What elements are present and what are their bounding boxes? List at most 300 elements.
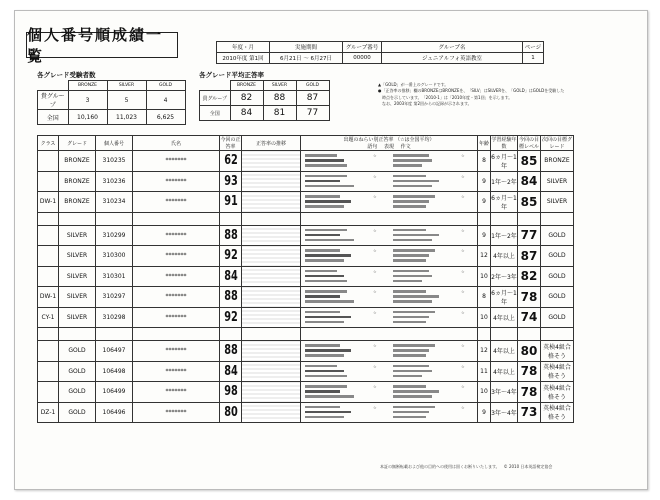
counts-label: 各グレード受験者数 — [37, 71, 96, 79]
score-cell: 88 — [222, 225, 239, 246]
name-cell: ******* — [133, 192, 220, 213]
name-cell: ******* — [133, 341, 220, 362]
area-bar — [393, 159, 432, 162]
age-cell: 11 — [478, 361, 491, 382]
age-cell: 10 — [478, 307, 491, 328]
area-bar — [305, 180, 340, 183]
spacer-cell — [38, 328, 59, 341]
avg-value: 77 — [296, 106, 329, 121]
exp-cell: 2年～3年 — [491, 266, 518, 287]
level-cell: 74 — [518, 307, 541, 328]
area-bar — [393, 390, 439, 393]
area-sub: 語句 — [367, 144, 378, 150]
grade-cell: GOLD — [59, 402, 96, 423]
area-bar — [393, 375, 422, 378]
national-average-star-icon: ☆ — [461, 404, 465, 410]
spacer-cell — [59, 212, 96, 225]
score-cell: 92 — [222, 307, 239, 328]
area-bar — [305, 254, 351, 257]
table-row — [38, 402, 574, 423]
name-cell: ******* — [133, 266, 220, 287]
group-spacer — [38, 212, 574, 225]
col-level: 今回の目標レベル — [518, 137, 539, 150]
area-bar — [393, 290, 426, 293]
col-trend: 正答率の推移 — [242, 136, 301, 151]
id-cell: 106498 — [96, 361, 133, 382]
national-average-star-icon: ☆ — [461, 194, 465, 199]
spacer-cell — [220, 212, 242, 225]
next-grade-cell: BRONZE — [541, 151, 574, 172]
grade-cell: SILVER — [59, 246, 96, 267]
area-bar — [305, 321, 344, 324]
area-bar — [393, 164, 422, 167]
national-average-star-icon: ☆ — [461, 248, 465, 253]
national-average-star-icon: ☆ — [461, 384, 465, 389]
trend-cell — [242, 341, 301, 362]
avg-value: 81 — [263, 106, 296, 121]
name-cell: ******* — [133, 287, 220, 308]
spacer-cell — [242, 328, 301, 341]
id-cell: 310235 — [96, 151, 133, 172]
exp-cell: 6ヵ月～1年 — [491, 192, 518, 213]
class-cell — [38, 341, 59, 362]
level-cell: 87 — [518, 246, 541, 267]
age-cell: 9 — [478, 402, 491, 423]
level-cell: 78 — [518, 382, 541, 403]
area-bar — [393, 349, 429, 352]
counts-col: BRONZE — [68, 81, 107, 91]
name-cell: ******* — [133, 171, 220, 192]
area-bar — [305, 311, 340, 314]
area-bar — [305, 316, 351, 319]
area-sub: 表現 — [383, 144, 394, 150]
header-term: 2010年度 第1回 — [217, 53, 270, 64]
header-col-term: 年度・月 — [217, 42, 270, 53]
area-cell — [301, 171, 478, 192]
score-cell: 91 — [222, 192, 239, 213]
age-cell: 10 — [478, 266, 491, 287]
trend-cell — [242, 287, 301, 308]
class-cell — [38, 361, 59, 382]
exp-cell: 3年～4年 — [491, 382, 518, 403]
page-title: 個人番号順成績一覧 — [26, 32, 178, 58]
national-average-star-icon: ☆ — [373, 384, 377, 389]
area-bar — [393, 395, 432, 398]
area-bar — [305, 349, 351, 352]
area-bar — [393, 295, 439, 298]
next-grade-cell: 英検4級合格そう — [541, 402, 574, 423]
level-cell: 85 — [518, 151, 541, 172]
table-row — [38, 246, 574, 267]
area-note: （☆は全国平均） — [395, 137, 435, 143]
spacer-cell — [478, 212, 491, 225]
national-average-star-icon: ☆ — [373, 194, 377, 199]
table-row — [38, 287, 574, 308]
counts-value: 3 — [68, 91, 107, 110]
col-class: クラス — [38, 136, 59, 151]
area-bar — [393, 180, 439, 183]
area-bar — [393, 365, 429, 368]
spacer-cell — [59, 328, 96, 341]
avg-value: 82 — [230, 91, 263, 106]
national-average-star-icon: ☆ — [373, 227, 377, 233]
area-bar — [305, 280, 347, 283]
level-cell: 82 — [518, 266, 541, 287]
area-bar — [305, 185, 354, 188]
area-bar — [393, 270, 429, 273]
counts-value: 5 — [107, 91, 146, 110]
area-bar — [393, 254, 429, 257]
spacer-cell — [541, 328, 574, 341]
header-col-page: ページ — [523, 42, 544, 53]
exp-cell: 4年以上 — [491, 246, 518, 267]
area-bar — [393, 411, 429, 414]
id-cell: 106499 — [96, 382, 133, 403]
area-bar — [305, 249, 340, 252]
area-bar — [305, 195, 340, 198]
header-col-group-name: グループ名 — [382, 42, 523, 53]
score-cell: 84 — [222, 266, 239, 287]
spacer-cell — [478, 328, 491, 341]
national-average-star-icon: ☆ — [373, 343, 377, 348]
id-cell: 310297 — [96, 287, 133, 308]
col-area — [301, 136, 478, 151]
area-bar — [305, 229, 347, 232]
area-bar — [393, 195, 435, 198]
spacer-cell — [242, 212, 301, 225]
avg-col: SILVER — [263, 81, 296, 91]
score-cell: 92 — [222, 246, 239, 267]
table-row — [38, 361, 574, 382]
counts-col: SILVER — [107, 81, 146, 91]
score-cell: 80 — [222, 402, 239, 423]
area-bar — [305, 154, 337, 157]
table-row — [38, 266, 574, 287]
trend-cell — [242, 402, 301, 423]
spacer-cell — [96, 212, 133, 225]
header-period: 6月21日 ～ 6月27日 — [270, 53, 343, 64]
level-cell: 78 — [518, 287, 541, 308]
id-cell: 310298 — [96, 307, 133, 328]
id-cell: 310234 — [96, 192, 133, 213]
id-cell: 310301 — [96, 266, 133, 287]
class-cell — [38, 151, 59, 172]
col-name: 氏名 — [133, 136, 220, 151]
area-cell — [301, 402, 478, 423]
header-group-no: 00000 — [343, 53, 382, 64]
spacer-cell — [541, 212, 574, 225]
score-cell: 88 — [222, 341, 239, 362]
counts-value: 11,023 — [107, 110, 146, 125]
counts-value: 4 — [146, 91, 185, 110]
grade-cell: SILVER — [59, 266, 96, 287]
national-average-star-icon: ☆ — [373, 363, 377, 369]
next-grade-cell: 英検4級合格そう — [541, 382, 574, 403]
col-next: 次回の目標グレード — [541, 137, 572, 150]
trend-cell — [242, 171, 301, 192]
counts-value: 10,160 — [68, 110, 107, 125]
grade-cell: BRONZE — [59, 192, 96, 213]
area-bar — [305, 395, 354, 398]
counts-row-label: 貴グループ — [38, 91, 69, 110]
area-bar — [393, 275, 432, 278]
avg-value: 87 — [296, 91, 329, 106]
trend-cell — [242, 225, 301, 246]
grade-cell: GOLD — [59, 361, 96, 382]
trend-cell — [242, 151, 301, 172]
area-bar — [305, 270, 337, 273]
area-bar — [305, 385, 347, 388]
exp-cell: 4年以上 — [491, 361, 518, 382]
national-average-star-icon: ☆ — [373, 309, 377, 315]
national-average-star-icon: ☆ — [373, 248, 377, 253]
area-bar — [393, 385, 426, 388]
area-bar — [305, 365, 337, 368]
next-grade-cell: 英検4級合格そう — [541, 341, 574, 362]
area-bar — [393, 416, 426, 419]
col-grade: グレード — [59, 136, 96, 151]
area-bar — [393, 249, 435, 252]
col-score: 今回の正答率 — [220, 137, 241, 150]
national-average-star-icon: ☆ — [461, 268, 465, 274]
national-average-star-icon: ☆ — [461, 343, 465, 348]
national-average-star-icon: ☆ — [461, 153, 465, 158]
name-cell: ******* — [133, 246, 220, 267]
trend-cell — [242, 361, 301, 382]
area-cell — [301, 192, 478, 213]
id-cell: 310236 — [96, 171, 133, 192]
area-bar — [393, 185, 432, 188]
note-line: 時点を示しています。「2010-1」は「2010年度・第1回」を示します。 — [378, 94, 513, 100]
class-cell — [38, 246, 59, 267]
area-bar — [393, 239, 432, 242]
exp-cell: 6ヵ月～1年 — [491, 151, 518, 172]
trend-cell — [242, 382, 301, 403]
area-bar — [305, 295, 340, 298]
header-group-name: ジュニアルフォ英語教室 — [382, 53, 523, 64]
area-bar — [305, 159, 344, 162]
id-cell: 310300 — [96, 246, 133, 267]
score-cell: 84 — [222, 361, 239, 382]
age-cell: 9 — [478, 225, 491, 246]
level-cell: 73 — [518, 402, 541, 423]
level-cell: 85 — [518, 192, 541, 213]
area-cell — [301, 341, 478, 362]
area-bar — [305, 416, 344, 419]
header-page: 1 — [523, 53, 544, 64]
name-cell: ******* — [133, 382, 220, 403]
area-bar — [305, 275, 344, 278]
area-bar — [305, 200, 351, 203]
area-bar — [393, 406, 435, 409]
avg-col: BRONZE — [230, 81, 263, 91]
table-row — [38, 341, 574, 362]
counts-col: GOLD — [146, 81, 185, 91]
area-bar — [305, 259, 344, 262]
note-line: ▲「GOLD」が一番上のグレードです。 — [378, 82, 449, 87]
grade-cell: BRONZE — [59, 171, 96, 192]
area-bar — [305, 164, 347, 167]
name-cell: ******* — [133, 151, 220, 172]
grade-cell: SILVER — [59, 287, 96, 308]
exp-cell: 4年以上 — [491, 341, 518, 362]
area-cell — [301, 307, 478, 328]
area-bar — [305, 239, 354, 242]
table-row — [38, 171, 574, 192]
age-cell: 8 — [478, 151, 491, 172]
exp-cell: 6ヵ月～1年 — [491, 287, 518, 308]
area-bar — [393, 259, 426, 262]
spacer-cell — [491, 212, 518, 225]
age-cell: 9 — [478, 192, 491, 213]
area-bar — [305, 234, 340, 237]
next-grade-cell: GOLD — [541, 225, 574, 246]
name-cell: ******* — [133, 225, 220, 246]
averages-label: 各グレード平均正答率 — [199, 71, 264, 79]
spacer-cell — [133, 212, 220, 225]
averages-table — [199, 80, 330, 121]
age-cell: 12 — [478, 246, 491, 267]
score-cell: 88 — [222, 287, 239, 308]
trend-cell — [242, 192, 301, 213]
area-bar — [305, 205, 344, 208]
area-bar — [305, 290, 347, 293]
area-bar — [393, 344, 435, 347]
note-line: なお、2003年度 第2回からの記録が示されます。 — [378, 101, 472, 107]
level-cell: 78 — [518, 361, 541, 382]
col-id: 個人番号 — [96, 136, 133, 151]
table-row — [38, 225, 574, 246]
area-bar — [305, 406, 340, 409]
id-cell: 310299 — [96, 225, 133, 246]
area-bar — [305, 370, 344, 373]
next-grade-cell: 英検4級合格そう — [541, 361, 574, 382]
col-exp: 学習経験年数 — [491, 137, 517, 150]
exp-cell: 4年以上 — [491, 307, 518, 328]
class-cell: DW-1 — [38, 192, 59, 213]
header-table — [216, 41, 544, 64]
id-cell: 106497 — [96, 341, 133, 362]
national-average-star-icon: ☆ — [373, 404, 377, 410]
area-cell — [301, 361, 478, 382]
grade-cell: SILVER — [59, 307, 96, 328]
avg-col: GOLD — [296, 81, 329, 91]
area-title: 出題のねらい別正答率 — [343, 137, 394, 143]
area-bar — [393, 229, 426, 232]
header-col-group-no: グループ番号 — [343, 42, 382, 53]
counts-value: 6,625 — [146, 110, 185, 125]
table-row — [38, 307, 574, 328]
area-cell — [301, 246, 478, 267]
area-bar — [393, 234, 439, 237]
area-bar — [393, 175, 426, 178]
id-cell: 106496 — [96, 402, 133, 423]
area-bar — [393, 300, 432, 303]
class-cell: DZ-1 — [38, 402, 59, 423]
area-bar — [305, 390, 340, 393]
spacer-cell — [133, 328, 220, 341]
next-grade-cell: GOLD — [541, 307, 574, 328]
name-cell: ******* — [133, 361, 220, 382]
class-cell: CY-1 — [38, 307, 59, 328]
area-bar — [393, 154, 429, 157]
national-average-star-icon: ☆ — [461, 309, 465, 315]
national-average-star-icon: ☆ — [373, 268, 377, 274]
col-age: 年齢 — [478, 136, 491, 151]
table-row — [38, 192, 574, 213]
area-bar — [393, 316, 429, 319]
avg-row-label: 全国 — [200, 106, 231, 121]
table-row — [38, 151, 574, 172]
grade-cell: GOLD — [59, 382, 96, 403]
next-grade-cell: GOLD — [541, 266, 574, 287]
area-bar — [305, 411, 351, 414]
exp-cell: 3年～4年 — [491, 402, 518, 423]
age-cell: 8 — [478, 287, 491, 308]
area-bar — [305, 344, 340, 347]
national-average-star-icon: ☆ — [373, 153, 377, 158]
age-cell: 10 — [478, 382, 491, 403]
class-cell — [38, 225, 59, 246]
area-cell — [301, 225, 478, 246]
trend-cell — [242, 307, 301, 328]
class-cell — [38, 382, 59, 403]
next-grade-cell: SILVER — [541, 192, 574, 213]
area-cell — [301, 382, 478, 403]
class-cell — [38, 171, 59, 192]
class-cell — [38, 266, 59, 287]
name-cell: ******* — [133, 402, 220, 423]
spacer-cell — [518, 328, 541, 341]
spacer-cell — [96, 328, 133, 341]
area-sub: 作文 — [400, 144, 411, 150]
age-cell: 12 — [478, 341, 491, 362]
footer-note: 本証の無断転載および他の目的への使用は固くお断りいたします。 © 2010 日本英語検定協会 — [380, 464, 553, 469]
national-average-star-icon: ☆ — [461, 289, 465, 294]
trend-cell — [242, 246, 301, 267]
area-cell — [301, 266, 478, 287]
group-spacer — [38, 328, 574, 341]
header-col-period: 実施期間 — [270, 42, 343, 53]
grade-cell: SILVER — [59, 225, 96, 246]
grade-cell: GOLD — [59, 341, 96, 362]
spacer-cell — [220, 328, 242, 341]
avg-value: 88 — [263, 91, 296, 106]
level-cell: 80 — [518, 341, 541, 362]
counts-table — [37, 80, 186, 125]
counts-row-label: 全国 — [38, 110, 69, 125]
next-grade-cell: GOLD — [541, 287, 574, 308]
exp-cell: 1年～2年 — [491, 225, 518, 246]
area-bar — [393, 370, 432, 373]
notes — [378, 82, 628, 108]
area-bar — [305, 375, 347, 378]
level-cell: 84 — [518, 171, 541, 192]
national-average-star-icon: ☆ — [461, 227, 465, 233]
exp-cell: 1年～2年 — [491, 171, 518, 192]
age-cell: 9 — [478, 171, 491, 192]
results-table — [37, 135, 574, 423]
level-cell: 77 — [518, 225, 541, 246]
spacer-cell — [301, 212, 478, 225]
avg-value: 84 — [230, 106, 263, 121]
class-cell: DW-1 — [38, 287, 59, 308]
area-bar — [393, 280, 422, 283]
next-grade-cell: GOLD — [541, 246, 574, 267]
note-line: ●「正答率の推移」欄のBRONZEはBRONZEを、「SILV」はSILVERを、「GOLD」はGOLDを受験した — [378, 88, 565, 94]
spacer-cell — [491, 328, 518, 341]
area-bar — [393, 321, 426, 324]
